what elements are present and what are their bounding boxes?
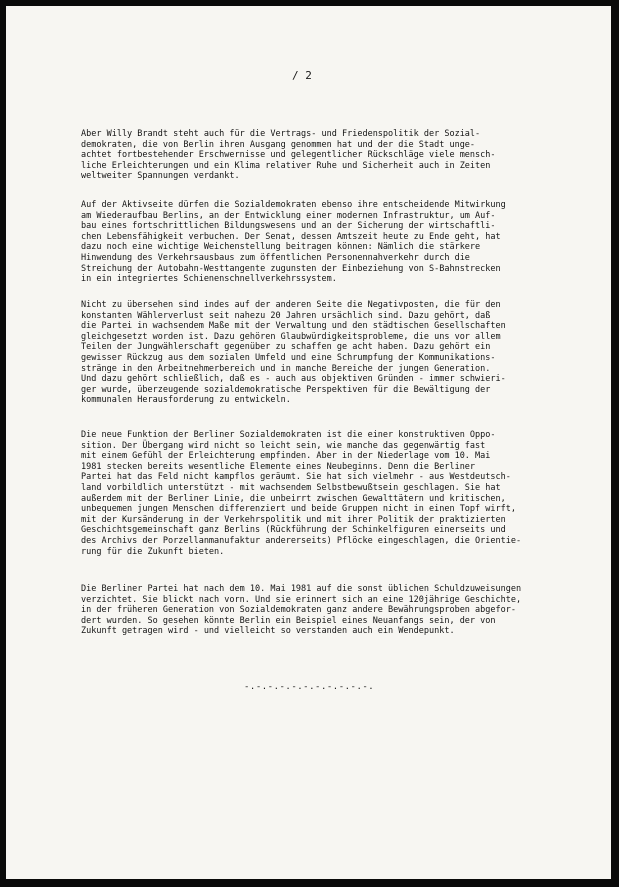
paragraph-opposition: Die neue Funktion der Berliner Sozialdemokraten ist die einer konstruktiven Oppo- sition. Der Übergang wird nicht so leicht sein, wie manche das gegenwärtig fast mit einem Gefühl der Erleichterung empfinden. Aber in der Niederlage vom 10. Mai 1981 stecken bereits wesentliche Elemente eines Neubeginns. Denn die Berliner Partei hat das Feld nicht kampflos geräumt. Sie hat sich vielmehr - aus Westdeutsch- land vorbildlich unterstützt - mit wachsendem Selbstbewußtsein geschlagen. Sie hat außerdem mit der Berliner Linie, die unbeirrt zwischen Gewalttätern und kritischen, unbequemen jungen Menschen differenziert und beide Gruppen nicht in einen Topf wirft, mit der Kursänderung in der Verkehrspolitik und mit ihrer Politik der praktizierten Geschichtsgemeinschaft ganz Berlins (Rückführung der Schinkelfiguren einerseits und des Archivs der Porzellanmanufaktur andererseits) Pflöcke eingeschlagen, die Orientie- rung für die Zukunft bieten. xyxy=(81,430,522,557)
document-page xyxy=(6,6,611,879)
paragraph-negativposten: Nicht zu übersehen sind indes auf der anderen Seite die Negativposten, die für den konstanten Wählerverlust seit nahezu 20 Jahren ursächlich sind. Dazu gehört, daß die Partei in wachsendem Maße mit der Verwaltung und den städtischen Gesellschaften gleichgesetzt worden ist. Dazu gehören Glaubwürdigkeitsprobleme, die uns vor allem Teilen der Jungwählerschaft gegenüber zu schaffen ge acht haben. Dazu gehört ein gewisser Rückzug aus dem sozialen Umfeld und eine Schrumpfung der Kommunikations- stränge in den Arbeitnehmerbereich und in manche Bereiche der jungen Generation. Und dazu gehört schließlich, daß es - auch aus objektiven Gründen - immer schwieri- ger wurde, überzeugende sozialdemokratische Perspektiven für die Bewältigung der kommunalen Herausforderung zu entwickeln. xyxy=(81,300,506,406)
paragraph-neuanfang: Die Berliner Partei hat nach dem 10. Mai 1981 auf die sonst üblichen Schuldzuweisungen verzichtet. Sie blickt nach vorn. Und sie erinnert sich an eine 120jährige Geschichte, in der früheren Generation von Sozialdemokraten ganz andere Bewährungsproben abgefor- dert wurden. So gesehen könnte Berlin ein Beispiel eines Neuanfangs sein, der von Zukunft getragen wird - und vielleicht so verstanden auch ein Wendepunkt. xyxy=(81,584,522,637)
closing-separator: -.-.-.-.-.-.-.-.-.-.-. xyxy=(244,682,375,692)
paragraph-aktivseite: Auf der Aktivseite dürfen die Sozialdemokraten ebenso ihre entscheidende Mitwirkung am Wiederaufbau Berlins, an der Entwicklung einer modernen Infrastruktur, um Auf- bau eines fortschrittlichen Bildungswesens und an der Sicherung der wirtschaftli- chen Lebensfähigkeit verbuchen. Der Senat, dessen Amtszeit heute zu Ende geht, hat dazu noch eine wichtige Weichenstellung beitragen können: Nämlich die stärkere Hinwendung des Verkehrsausbaus zum öffentlichen Personennahverkehr durch die Streichung der Autobahn-Westtangente zugunsten der Einbeziehung von S-Bahnstrecken in ein integriertes Schienenschnellverkehrssystem. xyxy=(81,200,506,285)
page-number: / 2 xyxy=(292,69,312,82)
paragraph-willy-brandt: Aber Willy Brandt steht auch für die Vertrags- und Friedenspolitik der Sozial- demokraten, die von Berlin ihren Ausgang genommen hat und der die Stadt unge- achtet fortbestehender Erschwernisse und gelegentlicher Rückschläge viele mensch- liche Erleichterungen und ein Klima relativer Ruhe und Sicherheit auch in Zeiten weltweiter Spannungen verdankt. xyxy=(81,129,496,182)
